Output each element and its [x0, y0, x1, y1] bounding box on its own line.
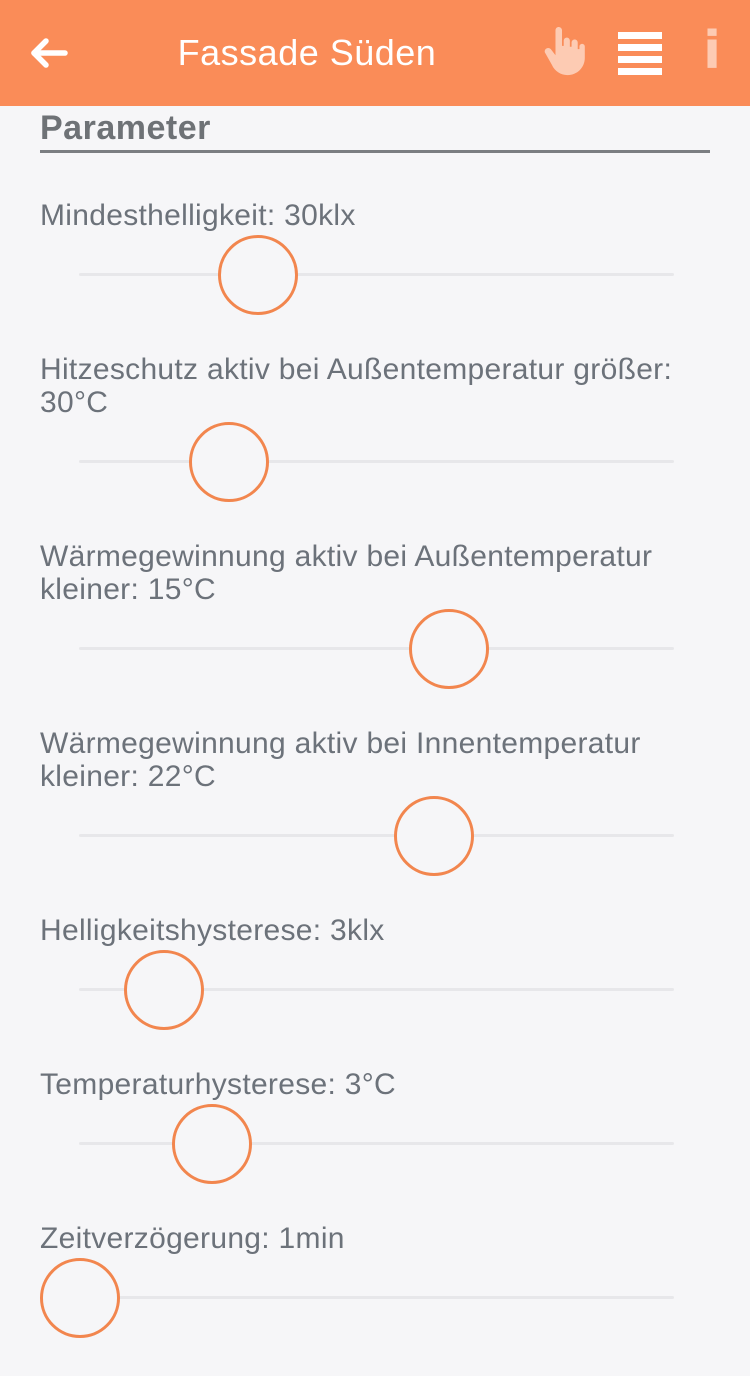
app-header	[0, 0, 750, 106]
slider-label: Mindesthelligkeit: 30klx	[40, 199, 356, 232]
slider-track[interactable]	[79, 1142, 674, 1145]
slider-handle[interactable]	[40, 1258, 120, 1338]
slider-mindesthelligkeit	[0, 199, 750, 315]
menu-button[interactable]	[610, 18, 670, 88]
back-button[interactable]	[24, 33, 72, 77]
slider-handle[interactable]	[172, 1104, 252, 1184]
info-icon: i	[703, 21, 721, 81]
header-actions	[532, 0, 750, 106]
slider-label: Hitzeschutz aktiv bei Außentemperatur größer: 30°C	[40, 353, 673, 419]
info-button[interactable]	[692, 18, 732, 88]
slider-zeitverzoegerung	[0, 1222, 750, 1338]
slider-handle[interactable]	[394, 796, 474, 876]
hand-icon	[539, 24, 585, 83]
slider-helligkeitshysterese	[0, 914, 750, 1030]
slider-track[interactable]	[79, 460, 674, 463]
slider-waermegewinnung-innentemperatur	[0, 727, 750, 876]
slider-label: Wärmegewinnung aktiv bei Außentemperatur kleiner: 15°C	[40, 540, 653, 606]
slider-track[interactable]	[79, 834, 674, 837]
hamburger-menu-icon	[618, 32, 662, 75]
back-arrow-icon	[27, 34, 69, 77]
slider-label: Temperaturhysterese: 3°C	[40, 1068, 397, 1101]
slider-handle[interactable]	[189, 422, 269, 502]
section-heading: Parameter	[40, 106, 710, 153]
slider-track[interactable]	[79, 1296, 674, 1299]
slider-label: Wärmegewinnung aktiv bei Innentemperatur kleiner: 22°C	[40, 727, 641, 793]
parameter-panel	[0, 106, 750, 1376]
page-title: Fassade Süden	[177, 32, 437, 73]
slider-handle[interactable]	[218, 235, 298, 315]
slider-label: Zeitverzögerung: 1min	[40, 1222, 345, 1255]
slider-handle[interactable]	[124, 950, 204, 1030]
slider-temperaturhysterese	[0, 1068, 750, 1184]
slider-label: Helligkeitshysterese: 3klx	[40, 914, 385, 947]
slider-handle[interactable]	[409, 609, 489, 689]
slider-hitzeschutz-aussentemperatur	[0, 353, 750, 502]
manual-mode-button[interactable]	[532, 18, 592, 88]
slider-track[interactable]	[79, 273, 674, 276]
slider-waermegewinnung-aussentemperatur	[0, 540, 750, 689]
slider-track[interactable]	[79, 647, 674, 650]
